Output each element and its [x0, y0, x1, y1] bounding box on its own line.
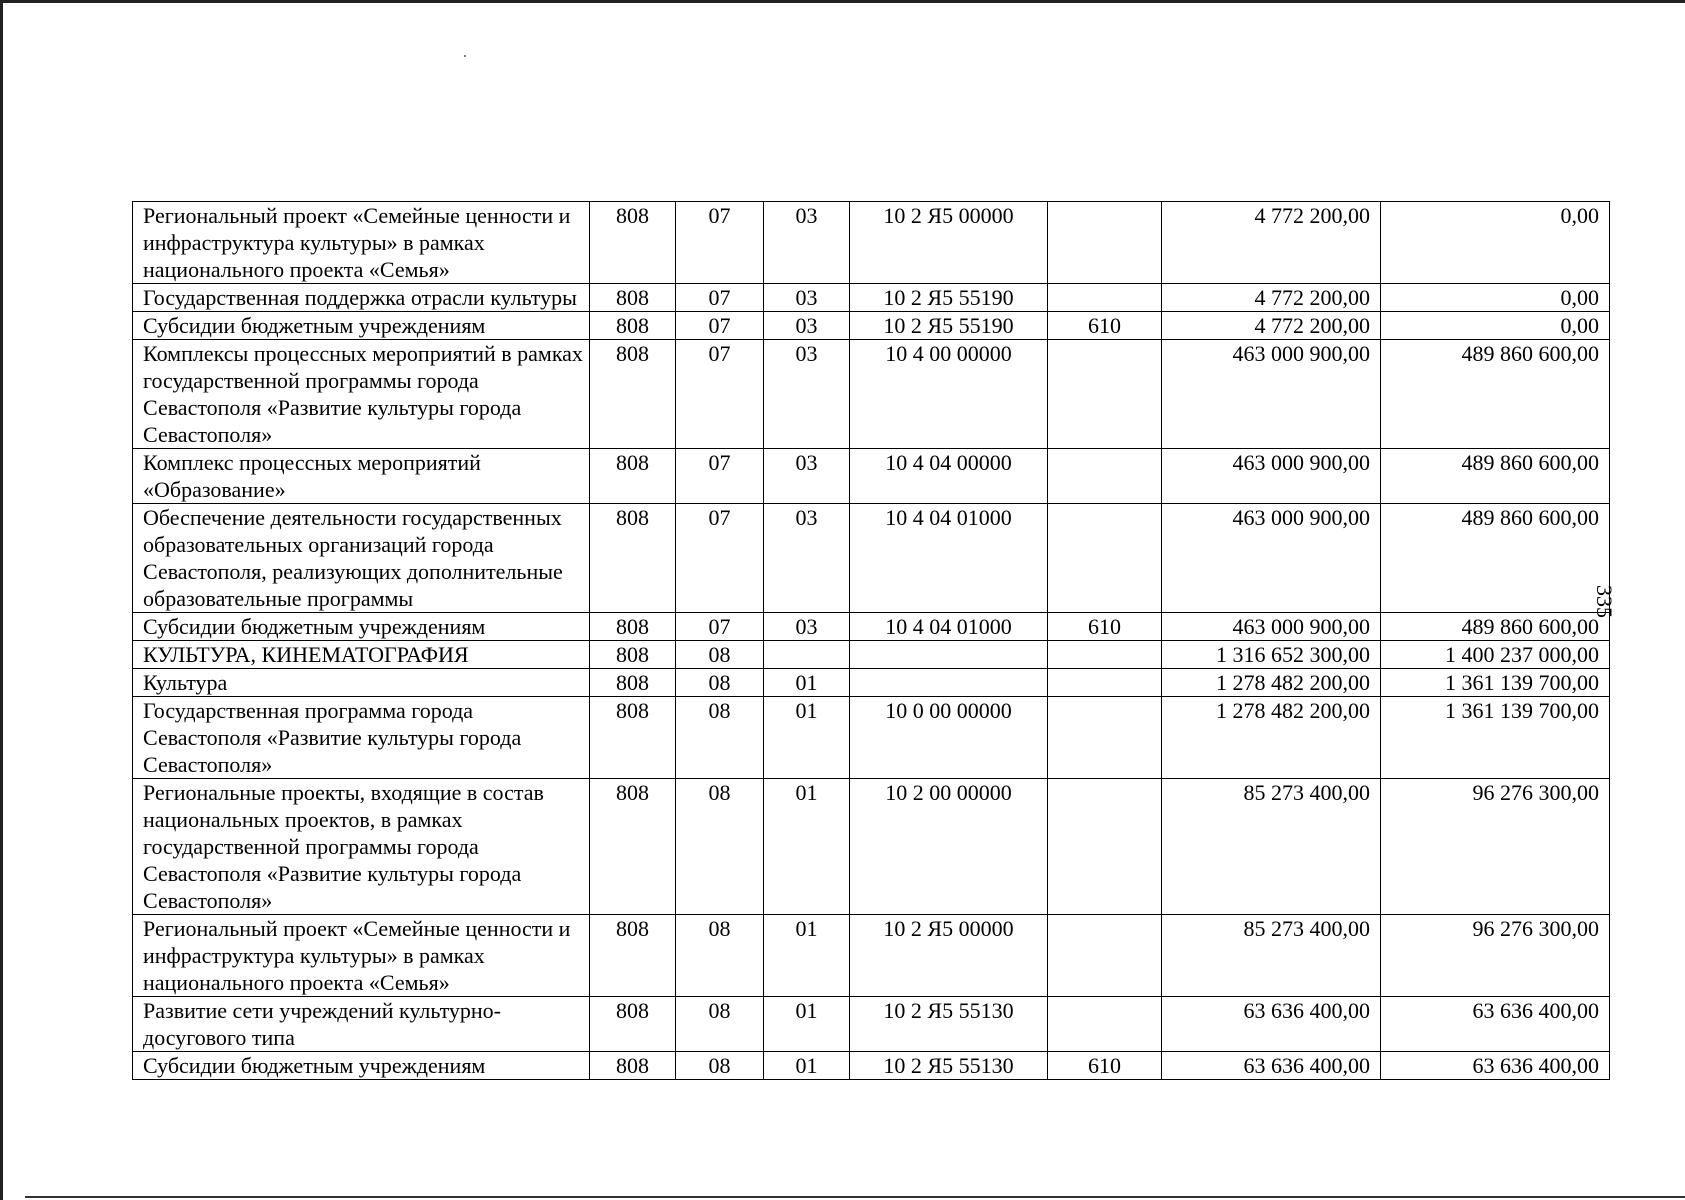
budget-table-body [133, 202, 1610, 1080]
target-article-cell: 10 4 04 00000 [850, 449, 1048, 504]
section-code-cell: 07 [676, 202, 764, 284]
table-row [133, 340, 1610, 449]
expense-type-cell: 610 [1048, 312, 1162, 340]
subsection-code-cell: 01 [764, 915, 850, 997]
section-code-cell: 07 [676, 504, 764, 613]
row-name-cell: Государственная программа города Севастополя «Развитие культуры города Севастополя» [133, 697, 590, 779]
expense-type-cell [1048, 284, 1162, 312]
row-name-cell: Культура [133, 669, 590, 697]
ministry-code-cell: 808 [590, 613, 676, 641]
budget-table [132, 201, 1610, 1080]
amount-year-1-cell: 4 772 200,00 [1162, 202, 1381, 284]
target-article-cell: 10 2 Я5 55130 [850, 997, 1048, 1052]
ministry-code-cell: 808 [590, 641, 676, 669]
table-row [133, 669, 1610, 697]
section-code-cell: 08 [676, 669, 764, 697]
row-name-cell: Субсидии бюджетным учреждениям [133, 613, 590, 641]
target-article-cell: 10 2 Я5 00000 [850, 202, 1048, 284]
expense-type-cell [1048, 669, 1162, 697]
target-article-cell: 10 2 Я5 55190 [850, 312, 1048, 340]
subsection-code-cell [764, 641, 850, 669]
section-code-cell: 07 [676, 340, 764, 449]
amount-year-2-cell: 489 860 600,00 [1381, 504, 1610, 613]
target-article-cell: 10 2 Я5 55190 [850, 284, 1048, 312]
amount-year-1-cell: 63 636 400,00 [1162, 997, 1381, 1052]
amount-year-2-cell: 489 860 600,00 [1381, 340, 1610, 449]
page-edge-bottom [25, 1196, 1685, 1198]
amount-year-2-cell: 96 276 300,00 [1381, 779, 1610, 915]
amount-year-2-cell: 63 636 400,00 [1381, 997, 1610, 1052]
amount-year-2-cell: 63 636 400,00 [1381, 1052, 1610, 1080]
row-name-cell: Развитие сети учреждений культурно-досугового типа [133, 997, 590, 1052]
scan-speck [464, 55, 466, 57]
subsection-code-cell: 01 [764, 697, 850, 779]
ministry-code-cell: 808 [590, 284, 676, 312]
table-row [133, 997, 1610, 1052]
amount-year-1-cell: 4 772 200,00 [1162, 284, 1381, 312]
row-name-cell: Субсидии бюджетным учреждениям [133, 312, 590, 340]
amount-year-2-cell: 96 276 300,00 [1381, 915, 1610, 997]
expense-type-cell: 610 [1048, 1052, 1162, 1080]
target-article-cell: 10 2 00 00000 [850, 779, 1048, 915]
ministry-code-cell: 808 [590, 202, 676, 284]
amount-year-2-cell: 0,00 [1381, 202, 1610, 284]
subsection-code-cell: 03 [764, 202, 850, 284]
section-code-cell: 08 [676, 997, 764, 1052]
subsection-code-cell: 01 [764, 1052, 850, 1080]
table-row [133, 312, 1610, 340]
row-name-cell: Региональный проект «Семейные ценности и инфраструктура культуры» в рамках национального проекта «Семья» [133, 202, 590, 284]
table-row [133, 613, 1610, 641]
subsection-code-cell: 03 [764, 504, 850, 613]
table-row [133, 915, 1610, 997]
ministry-code-cell: 808 [590, 449, 676, 504]
subsection-code-cell: 01 [764, 669, 850, 697]
amount-year-1-cell: 463 000 900,00 [1162, 504, 1381, 613]
section-code-cell: 07 [676, 449, 764, 504]
page-number: 335 [1592, 585, 1617, 618]
amount-year-1-cell: 63 636 400,00 [1162, 1052, 1381, 1080]
amount-year-1-cell: 85 273 400,00 [1162, 915, 1381, 997]
table-row [133, 449, 1610, 504]
page-edge-left [0, 0, 3, 1200]
subsection-code-cell: 01 [764, 779, 850, 915]
page-edge-top [0, 0, 1685, 3]
section-code-cell: 07 [676, 284, 764, 312]
subsection-code-cell: 03 [764, 312, 850, 340]
ministry-code-cell: 808 [590, 312, 676, 340]
amount-year-2-cell: 1 361 139 700,00 [1381, 697, 1610, 779]
amount-year-2-cell: 0,00 [1381, 284, 1610, 312]
section-code-cell: 08 [676, 641, 764, 669]
subsection-code-cell: 01 [764, 997, 850, 1052]
amount-year-1-cell: 1 278 482 200,00 [1162, 697, 1381, 779]
table-row [133, 697, 1610, 779]
expense-type-cell [1048, 997, 1162, 1052]
amount-year-2-cell: 489 860 600,00 [1381, 449, 1610, 504]
table-row [133, 1052, 1610, 1080]
row-name-cell: Комплекс процессных мероприятий «Образование» [133, 449, 590, 504]
table-row [133, 202, 1610, 284]
expense-type-cell: 610 [1048, 613, 1162, 641]
ministry-code-cell: 808 [590, 915, 676, 997]
amount-year-1-cell: 4 772 200,00 [1162, 312, 1381, 340]
row-name-cell: Региональный проект «Семейные ценности и инфраструктура культуры» в рамках национального проекта «Семья» [133, 915, 590, 997]
ministry-code-cell: 808 [590, 1052, 676, 1080]
target-article-cell [850, 669, 1048, 697]
expense-type-cell [1048, 504, 1162, 613]
section-code-cell: 08 [676, 697, 764, 779]
expense-type-cell [1048, 202, 1162, 284]
amount-year-2-cell: 1 361 139 700,00 [1381, 669, 1610, 697]
amount-year-1-cell: 1 278 482 200,00 [1162, 669, 1381, 697]
amount-year-2-cell: 489 860 600,00 [1381, 613, 1610, 641]
expense-type-cell [1048, 641, 1162, 669]
ministry-code-cell: 808 [590, 779, 676, 915]
expense-type-cell [1048, 779, 1162, 915]
expense-type-cell [1048, 697, 1162, 779]
target-article-cell [850, 641, 1048, 669]
table-row [133, 779, 1610, 915]
table-row [133, 641, 1610, 669]
ministry-code-cell: 808 [590, 340, 676, 449]
target-article-cell: 10 2 Я5 00000 [850, 915, 1048, 997]
target-article-cell: 10 4 00 00000 [850, 340, 1048, 449]
amount-year-1-cell: 1 316 652 300,00 [1162, 641, 1381, 669]
expense-type-cell [1048, 915, 1162, 997]
subsection-code-cell: 03 [764, 284, 850, 312]
amount-year-2-cell: 0,00 [1381, 312, 1610, 340]
amount-year-1-cell: 85 273 400,00 [1162, 779, 1381, 915]
row-name-cell: Региональные проекты, входящие в состав национальных проектов, в рамках государственной программы города Севастополя «Развитие культуры города Севастополя» [133, 779, 590, 915]
amount-year-1-cell: 463 000 900,00 [1162, 613, 1381, 641]
section-code-cell: 07 [676, 613, 764, 641]
expense-type-cell [1048, 449, 1162, 504]
section-code-cell: 08 [676, 915, 764, 997]
subsection-code-cell: 03 [764, 340, 850, 449]
subsection-code-cell: 03 [764, 613, 850, 641]
table-row [133, 284, 1610, 312]
row-name-cell: КУЛЬТУРА, КИНЕМАТОГРАФИЯ [133, 641, 590, 669]
target-article-cell: 10 2 Я5 55130 [850, 1052, 1048, 1080]
section-code-cell: 08 [676, 1052, 764, 1080]
target-article-cell: 10 0 00 00000 [850, 697, 1048, 779]
row-name-cell: Субсидии бюджетным учреждениям [133, 1052, 590, 1080]
expense-type-cell [1048, 340, 1162, 449]
target-article-cell: 10 4 04 01000 [850, 504, 1048, 613]
ministry-code-cell: 808 [590, 669, 676, 697]
row-name-cell: Комплексы процессных мероприятий в рамках государственной программы города Севастополя «Развитие культуры города Севастополя» [133, 340, 590, 449]
table-row [133, 504, 1610, 613]
section-code-cell: 08 [676, 779, 764, 915]
ministry-code-cell: 808 [590, 997, 676, 1052]
section-code-cell: 07 [676, 312, 764, 340]
ministry-code-cell: 808 [590, 504, 676, 613]
subsection-code-cell: 03 [764, 449, 850, 504]
amount-year-2-cell: 1 400 237 000,00 [1381, 641, 1610, 669]
ministry-code-cell: 808 [590, 697, 676, 779]
row-name-cell: Государственная поддержка отрасли культуры [133, 284, 590, 312]
amount-year-1-cell: 463 000 900,00 [1162, 340, 1381, 449]
row-name-cell: Обеспечение деятельности государственных образовательных организаций города Севастополя, реализующих дополнительные образовательные программы [133, 504, 590, 613]
target-article-cell: 10 4 04 01000 [850, 613, 1048, 641]
amount-year-1-cell: 463 000 900,00 [1162, 449, 1381, 504]
